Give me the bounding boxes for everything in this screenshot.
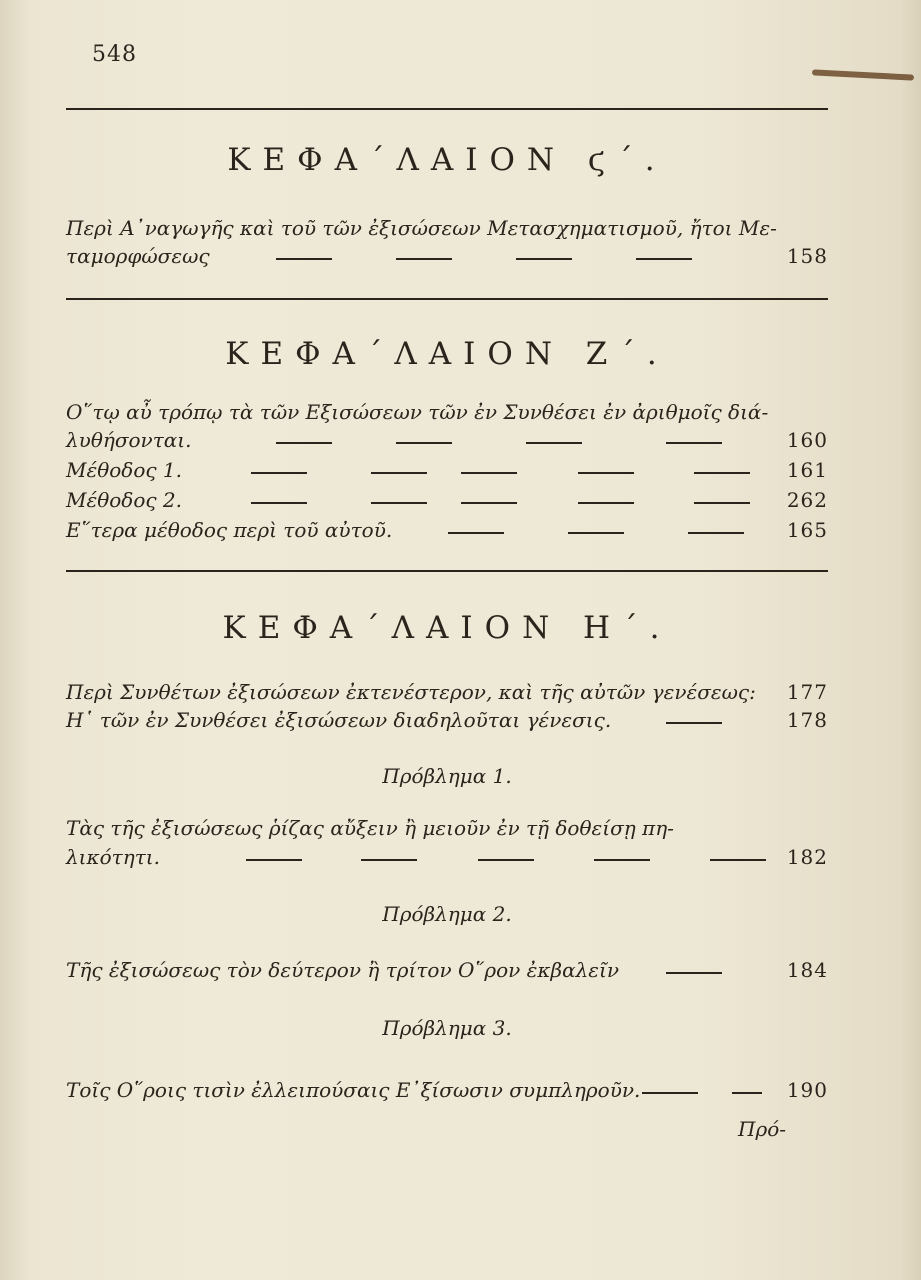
toc-entry-text: λυθήσονται.	[66, 428, 192, 452]
toc-entry	[66, 216, 828, 244]
leader-dash	[594, 859, 650, 861]
toc-entry-text: Η῾ τῶν ἐν Συνθέσει ἐξισώσεων διαδηλοῦται γένεσις.	[66, 708, 612, 732]
problem-3-heading: Πρόβλημα 3.	[382, 1016, 512, 1040]
chapter-8-title: ΚΕΦΑ΄ΛΑΙΟΝ Η΄.	[222, 610, 672, 646]
toc-entry	[66, 708, 828, 736]
toc-entry-text: Περὶ Συνθέτων ἐξισώσεων ἐκτενέστερον, καὶ τῆς αὐτῶν γενέσεως:	[66, 680, 756, 704]
leader-dash	[578, 502, 634, 504]
toc-entry	[66, 518, 828, 546]
leader-dash	[396, 442, 452, 444]
leader-dash	[636, 258, 692, 260]
leader-dash	[710, 859, 766, 861]
leader-dash	[694, 472, 750, 474]
leader-dash	[448, 532, 504, 534]
page-ref: 160	[786, 428, 828, 452]
leader-dash	[276, 442, 332, 444]
leader-dash	[246, 859, 302, 861]
page-ref: 178	[786, 708, 828, 732]
leader-dash	[568, 532, 624, 534]
leader-dash	[251, 472, 307, 474]
leader-dash	[461, 472, 517, 474]
page-ref: 182	[786, 845, 828, 869]
leader-dash	[666, 442, 722, 444]
leader-dash	[526, 442, 582, 444]
section-rule	[66, 570, 828, 572]
ink-stain	[812, 69, 914, 80]
leader-dash	[276, 258, 332, 260]
toc-entry	[66, 400, 828, 428]
leader-dash	[666, 972, 722, 974]
toc-entry-text: Τῆς ἐξισώσεως τὸν δεύτερον ἢ τρίτον Ο῞ρον ἐκβαλεῖν	[66, 958, 620, 982]
toc-entry-text: Μέθοδος 2.	[66, 488, 183, 512]
section-rule	[66, 298, 828, 300]
page-number: 548	[92, 42, 137, 67]
page-ref: 184	[786, 958, 828, 982]
leader-dash	[578, 472, 634, 474]
problem-2-heading: Πρόβλημα 2.	[382, 902, 512, 926]
toc-entry	[66, 1078, 828, 1106]
page-ref: 161	[786, 458, 828, 482]
toc-entry	[66, 958, 828, 986]
leader-dash	[371, 502, 427, 504]
toc-entry	[66, 428, 828, 456]
leader-dash	[688, 532, 744, 534]
leader-dash	[666, 722, 722, 724]
catchword: Πρό-	[738, 1117, 786, 1141]
leader-dash	[516, 258, 572, 260]
toc-entry-text: Μέθοδος 1.	[66, 458, 183, 482]
toc-entry	[66, 680, 828, 708]
leader-dash	[694, 502, 750, 504]
toc-entry	[66, 244, 828, 272]
page-ref: 190	[786, 1078, 828, 1102]
toc-entry	[66, 488, 828, 516]
toc-entry	[66, 845, 828, 873]
chapter-6-title: ΚΕΦΑ΄ΛΑΙΟΝ ϛ΄.	[227, 142, 667, 178]
toc-entry-text: Ο῞τῳ αὖ τρόπῳ τὰ τῶν Εξισώσεων τῶν ἐν Συνθέσει ἐν ἀριθμοῖς διά-	[66, 400, 769, 424]
leader-dash	[251, 502, 307, 504]
toc-entry	[66, 816, 828, 844]
toc-entry-text: ταμορφώσεως	[66, 244, 210, 268]
page-ref: 165	[786, 518, 828, 542]
toc-entry-text: Περὶ Α᾿ναγωγῆς καὶ τοῦ τῶν ἐξισώσεων Μετασχηματισμοῦ, ἤτοι Με-	[66, 216, 777, 240]
leader-dash	[396, 258, 452, 260]
toc-entry	[66, 458, 828, 486]
chapter-7-title: ΚΕΦΑ΄ΛΑΙΟΝ Ζ΄.	[225, 336, 669, 372]
page-ref: 158	[786, 244, 828, 268]
problem-1-heading: Πρόβλημα 1.	[382, 764, 512, 788]
leader-dash	[478, 859, 534, 861]
page-ref: 177	[786, 680, 828, 704]
toc-entry-text: Τοῖς Ο῞ροις τισὶν ἐλλειπούσαις Ε᾿ξίσωσιν συμπληροῦν.	[66, 1078, 641, 1102]
toc-entry-text: λικότητι.	[66, 845, 160, 869]
leader-dash	[732, 1092, 762, 1094]
leader-dash	[371, 472, 427, 474]
page-ref: 262	[786, 488, 828, 512]
leader-dash	[461, 502, 517, 504]
toc-entry-text: Ε῞τερα μέθοδος περὶ τοῦ αὐτοῦ.	[66, 518, 393, 542]
leader-dash	[642, 1092, 698, 1094]
leader-dash	[361, 859, 417, 861]
header-rule	[66, 108, 828, 110]
toc-entry-text: Τὰς τῆς ἐξισώσεως ῥίζας αὔξειν ἢ μειοῦν ἐν τῇ δοθείσῃ πη-	[66, 816, 674, 840]
